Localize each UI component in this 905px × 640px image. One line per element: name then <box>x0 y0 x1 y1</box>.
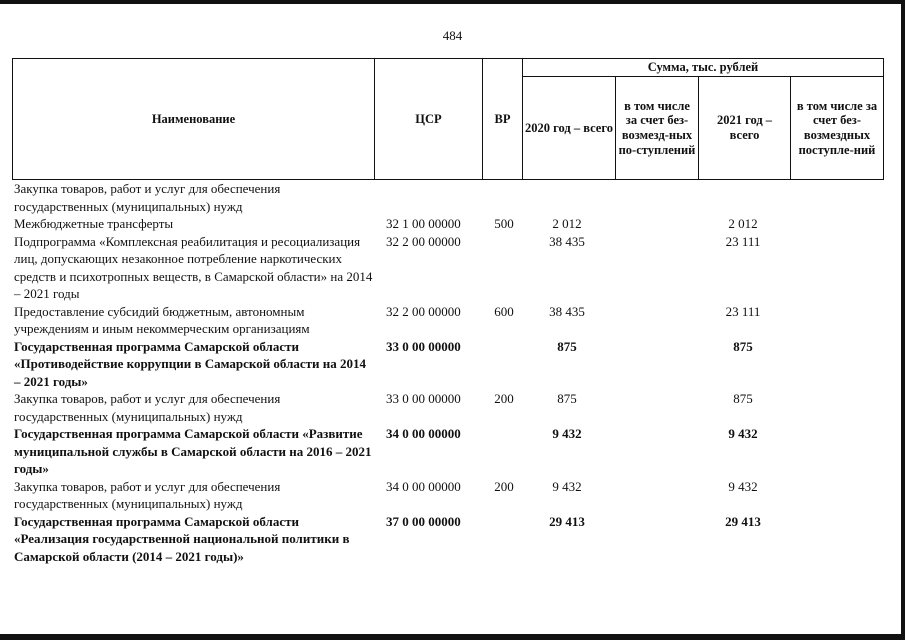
header-sum-group: Сумма, тыс. рублей <box>523 59 884 77</box>
row-2020-total: 2 012 <box>552 216 582 231</box>
header-2021-grants: в том числе за счет без-возмездных поступле-ний <box>791 77 884 180</box>
row-vr: 200 <box>494 391 514 406</box>
table-row <box>12 478 882 513</box>
header-2021-total: 2021 год – всего <box>699 77 791 180</box>
row-name: Закупка товаров, работ и услуг для обеспечения государственных (муниципальных) нужд <box>14 181 281 214</box>
row-csr: 32 2 00 00000 <box>386 233 461 249</box>
header-csr: ЦСР <box>375 59 483 180</box>
row-csr: 32 2 00 00000 <box>386 303 461 319</box>
table-row <box>12 513 882 566</box>
row-name: Государственная программа Самарской области «Развитие муниципальной службы в Самарской области на 2016 – 2021 годы» <box>14 426 372 476</box>
right-border <box>901 0 905 640</box>
bottom-border <box>0 634 905 640</box>
table-row <box>12 233 882 303</box>
row-csr: 33 0 00 00000 <box>386 338 461 354</box>
row-name: Государственная программа Самарской области «Реализация государственной национальной политики в Самарской области (2014 – 2021 годы)» <box>14 513 350 564</box>
top-border <box>0 0 905 4</box>
page-number: 484 <box>442 28 463 43</box>
row-2021-total: 9 432 <box>728 478 758 494</box>
row-2021-total: 2 012 <box>728 216 758 231</box>
row-2020-total: 38 435 <box>549 233 585 249</box>
row-csr: 37 0 00 00000 <box>386 513 461 529</box>
row-csr: 33 0 00 00000 <box>386 391 461 406</box>
row-name: Закупка товаров, работ и услуг для обеспечения государственных (муниципальных) нужд <box>14 391 281 424</box>
row-2021-total: 23 111 <box>725 233 761 249</box>
row-name: Подпрограмма «Комплексная реабилитация и ресоциализация лиц, допускающих незаконное потребление наркотических средств и психотропных веществ, в Самарской области» на 2014 – 2021 годы <box>14 233 373 301</box>
header-2020-grants: в том числе за счет без-возмезд-ных по-ступлений <box>616 77 699 180</box>
row-csr: 34 0 00 00000 <box>386 426 461 441</box>
row-name: Государственная программа Самарской области «Противодействие коррупции в Самарской области на 2014 – 2021 годы» <box>14 338 367 389</box>
row-vr: 600 <box>494 303 514 319</box>
table-row <box>12 390 882 425</box>
row-vr: 500 <box>494 216 514 231</box>
row-2020-total: 29 413 <box>549 513 585 529</box>
row-name: Закупка товаров, работ и услуг для обеспечения государственных (муниципальных) нужд <box>14 478 281 511</box>
row-csr: 34 0 00 00000 <box>386 478 461 494</box>
row-2021-total: 875 <box>733 391 753 406</box>
row-2020-total: 9 432 <box>552 478 582 494</box>
row-2021-total: 29 413 <box>725 513 761 529</box>
row-2021-total: 9 432 <box>728 426 758 441</box>
header-vr: ВР <box>483 59 523 180</box>
row-2021-total: 23 111 <box>725 303 761 319</box>
row-2021-total: 875 <box>733 338 753 354</box>
table-row <box>12 338 882 391</box>
row-2020-total: 38 435 <box>549 303 585 319</box>
table-row <box>12 215 882 233</box>
table-header <box>12 58 884 180</box>
row-name: Межбюджетные трансферты <box>14 216 174 231</box>
row-vr: 200 <box>494 478 514 494</box>
table-body <box>12 180 882 565</box>
row-2020-total: 9 432 <box>552 426 582 441</box>
row-2020-total: 875 <box>557 338 577 354</box>
header-2020-total: 2020 год – всего <box>523 77 616 180</box>
table-row <box>12 180 882 215</box>
row-name: Предоставление субсидий бюджетным, автономным учреждениям и иным некоммерческим организациям <box>14 303 310 336</box>
header-name: Наименование <box>13 59 375 180</box>
row-csr: 32 1 00 00000 <box>386 216 461 231</box>
table-row <box>12 303 882 338</box>
row-2020-total: 875 <box>557 391 577 406</box>
table-row <box>12 425 882 478</box>
